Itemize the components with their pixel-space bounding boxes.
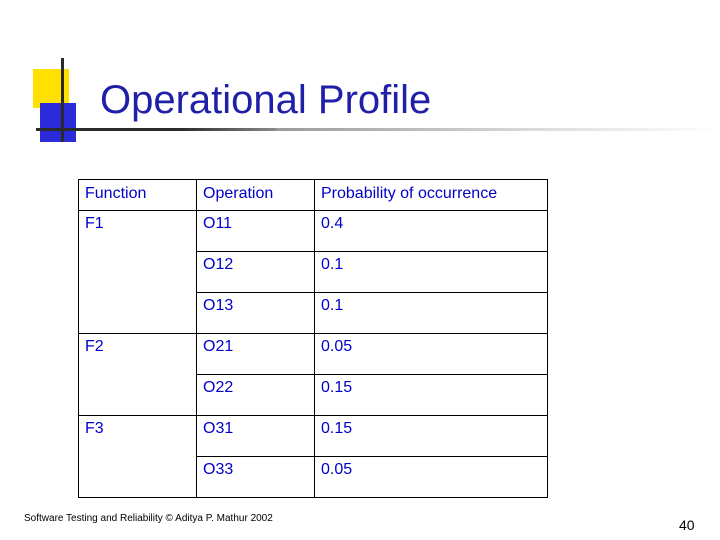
cell-operation: O11	[197, 211, 315, 252]
table-row	[79, 252, 548, 293]
cell-probability: 0.1	[315, 252, 548, 293]
header-probability: Probability of occurrence	[315, 180, 548, 211]
table-row	[79, 211, 548, 252]
slide-title: Operational Profile	[100, 78, 432, 122]
cell-operation: O22	[197, 375, 315, 416]
cell-function: F2	[79, 334, 197, 375]
header-operation: Operation	[197, 180, 315, 211]
cell-function	[79, 375, 197, 416]
cell-function: F1	[79, 211, 197, 252]
table-row	[79, 375, 548, 416]
cell-probability: 0.15	[315, 375, 548, 416]
table-row	[79, 457, 548, 498]
cell-probability: 0.05	[315, 457, 548, 498]
cell-function: F3	[79, 416, 197, 457]
table-row	[79, 416, 548, 457]
cell-operation: O12	[197, 252, 315, 293]
table-header-row	[79, 180, 548, 211]
cell-function	[79, 252, 197, 293]
cell-function	[79, 457, 197, 498]
table-row	[79, 293, 548, 334]
table-row	[79, 334, 548, 375]
cell-operation: O21	[197, 334, 315, 375]
cell-function	[79, 293, 197, 334]
cell-probability: 0.15	[315, 416, 548, 457]
cell-operation: O13	[197, 293, 315, 334]
title-underline	[36, 128, 276, 131]
header-function: Function	[79, 180, 197, 211]
cell-probability: 0.4	[315, 211, 548, 252]
cell-probability: 0.05	[315, 334, 548, 375]
footer-credit: Software Testing and Reliability © Aditya P. Mathur 2002	[24, 513, 273, 524]
cell-operation: O33	[197, 457, 315, 498]
title-underline-fade	[276, 128, 720, 131]
decor-blue-square	[40, 103, 76, 142]
cell-operation: O31	[197, 416, 315, 457]
operational-profile-table	[78, 179, 548, 498]
page-number: 40	[679, 517, 695, 533]
cell-probability: 0.1	[315, 293, 548, 334]
